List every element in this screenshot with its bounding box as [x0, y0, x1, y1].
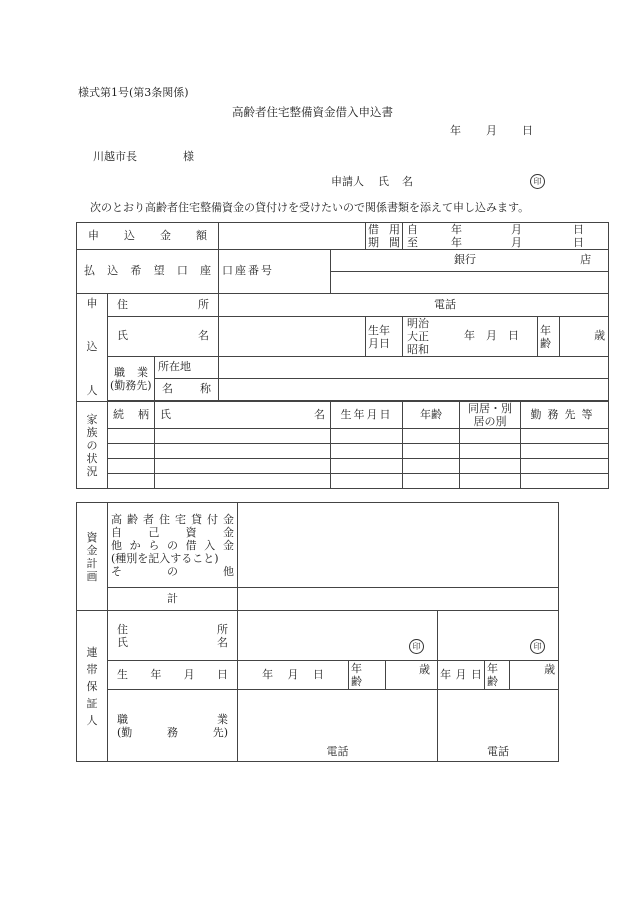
guarantor1-name-field[interactable]	[238, 611, 438, 661]
guarantor1-birthdate-field[interactable]: 年 月 日	[238, 661, 349, 690]
loan-period-label: 借 用 期 間	[366, 223, 403, 250]
funding-plan-items: 高 齢 者 住 宅 貸 付 金 自 己 資 金 他 か ら の 借 入 金 (種別を記入すること) そ の 他	[108, 503, 238, 588]
family-row	[77, 474, 609, 489]
apply-amount-label: 申 込 金 額	[77, 223, 219, 250]
birthdate-label: 生年 月日	[366, 317, 403, 357]
cohabit-header: 同居・別 居の別	[460, 402, 521, 429]
guarantor2-occupation-field[interactable]: 電話	[438, 690, 559, 762]
guarantor-occupation-label: 職 業 (勤 務 先)	[108, 690, 238, 762]
family-row	[77, 444, 609, 459]
guarantor-section-label: 連 帯 保 証 人	[77, 611, 108, 762]
family-name-header: 氏 名	[155, 402, 331, 429]
applicant-name-mei: 名	[402, 175, 413, 188]
application-table	[76, 222, 609, 489]
funding-total-label: 計	[108, 588, 238, 611]
applicant-label: 申請人	[331, 175, 364, 188]
loan-period-field[interactable]: 自 年 月 日 至 年 月 日	[403, 223, 609, 250]
family-row	[77, 459, 609, 474]
intro-text: 次のとおり高齢者住宅整備資金の貸付けを受けたいので関係書類を添えて申し込みます。	[90, 201, 530, 214]
guarantor2-age-field[interactable]: 歳	[510, 661, 559, 690]
apply-amount-field[interactable]	[219, 223, 366, 250]
birthdate-field[interactable]: 明治 大正 昭和 年 月 日	[403, 317, 538, 357]
seal-icon: 印	[530, 639, 545, 654]
funding-guarantor-table	[76, 502, 559, 762]
company-location-label: 所在地	[155, 357, 219, 379]
age-label: 年 齢	[538, 317, 560, 357]
addressee-honorific: 様	[183, 150, 194, 163]
age-field[interactable]: 歳	[560, 317, 609, 357]
applicant-address-label: 住 所	[108, 294, 219, 317]
applicant-name-field[interactable]	[219, 317, 366, 357]
applicant-name-label: 氏 名	[108, 317, 219, 357]
company-name-field[interactable]	[219, 379, 609, 401]
applicant-name-shi: 氏	[378, 175, 389, 188]
guarantor1-occupation-field[interactable]: 電話	[238, 690, 438, 762]
guarantor2-name-field[interactable]	[438, 611, 559, 661]
date-month-label: 月	[486, 124, 497, 137]
applicant-section-label: 申 込 人	[77, 294, 108, 402]
family-row	[77, 429, 609, 444]
seal-icon: 印	[409, 639, 424, 654]
guarantor2-birthdate-field[interactable]: 年 月 日	[438, 661, 485, 690]
guarantor-birthdate-label: 生 年 月 日	[108, 661, 238, 690]
company-location-field[interactable]	[219, 357, 609, 379]
form-number: 様式第1号(第3条関係)	[78, 86, 189, 99]
applicant-address-field[interactable]: 電話	[219, 294, 609, 317]
family-birthdate-header: 生年月日	[331, 402, 403, 429]
document-title: 高齢者住宅整備資金借入申込書	[232, 105, 393, 119]
company-name-label: 名 称	[155, 379, 219, 401]
account-number-field[interactable]	[331, 272, 609, 294]
guarantor1-age-label: 年 齢	[349, 661, 386, 690]
bank-account-label: 払 込 希 望 口 座	[77, 250, 219, 294]
workplace-header: 勤務先等	[521, 402, 609, 429]
family-section-label: 家 族 の 状 況	[77, 402, 108, 489]
family-age-header: 年齢	[403, 402, 460, 429]
funding-plan-label: 資 金 計 画	[77, 503, 108, 611]
guarantor2-age-label: 年 齢	[485, 661, 510, 690]
occupation-label: 職 業 (勤務先)	[108, 357, 155, 401]
seal-icon: 印	[530, 174, 545, 189]
account-number-label: 口座番号	[219, 250, 331, 294]
date-day-label: 日	[522, 124, 533, 137]
guarantor-address-name-label: 住 所 氏 名	[108, 611, 238, 661]
relation-header: 続 柄	[108, 402, 155, 429]
funding-total-field[interactable]	[238, 588, 559, 611]
bank-name-field[interactable]: 銀行 店	[331, 250, 609, 272]
addressee: 川越市長	[93, 150, 137, 163]
date-year-label: 年	[450, 124, 461, 137]
guarantor1-age-field[interactable]: 歳	[386, 661, 438, 690]
funding-plan-field[interactable]	[238, 503, 559, 588]
